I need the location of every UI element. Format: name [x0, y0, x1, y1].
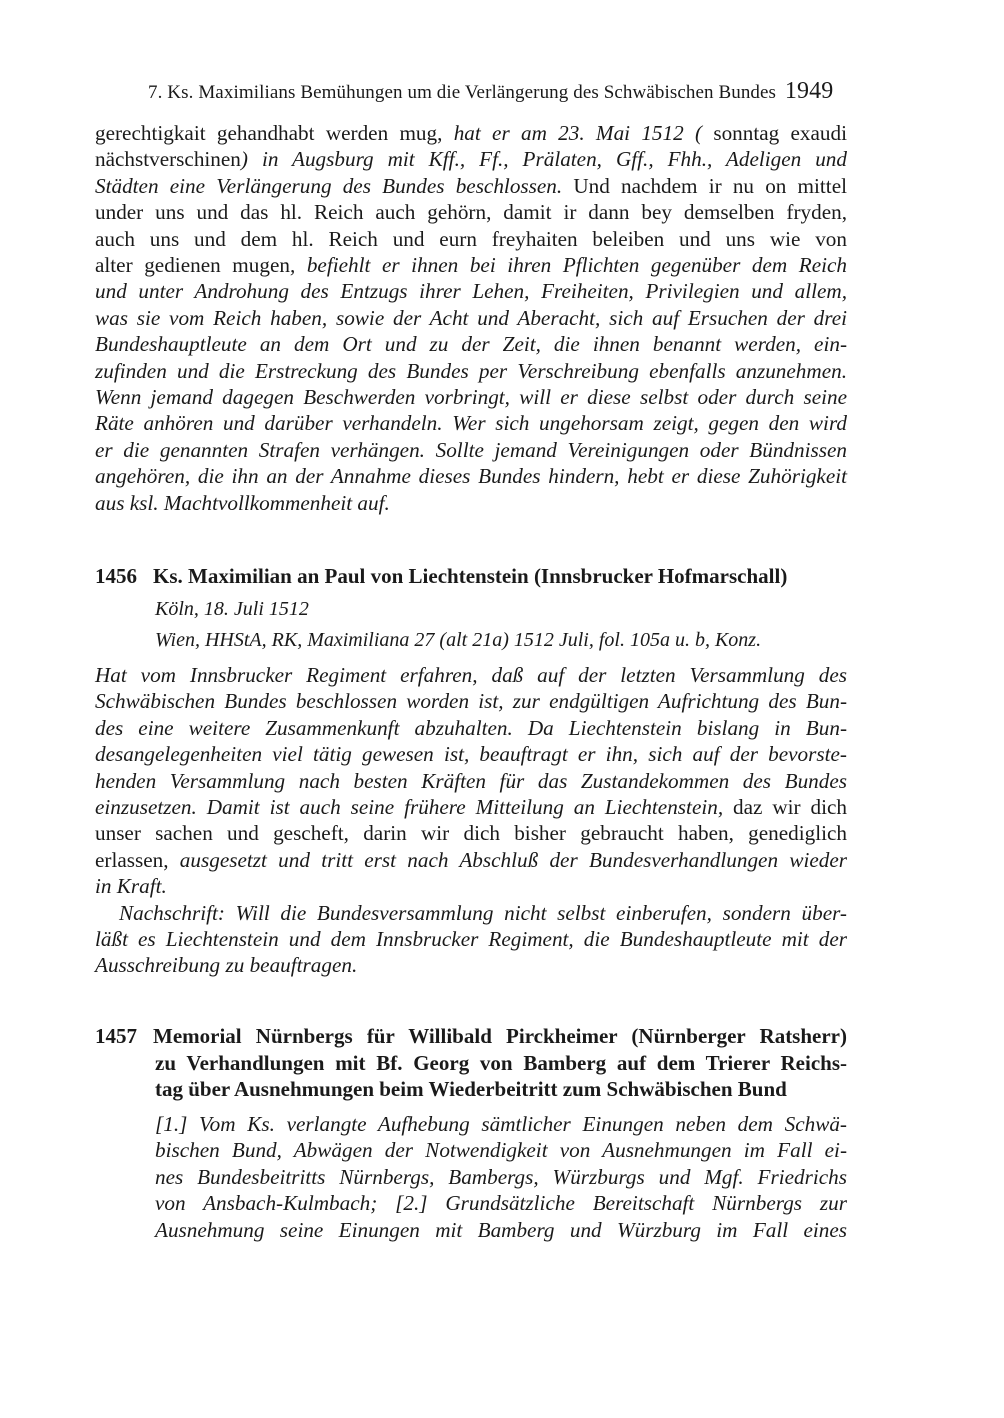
- text-line: und unter Androhung des Entzugs ihrer Lehen, Freiheiten, Privilegien und allem,: [95, 279, 847, 304]
- text-line: aus ksl. Machtvollkommenheit auf.: [95, 490, 390, 515]
- entry-title-line: Memorial Nürnbergs für Willibald Pirckheimer (Nürnberger Ratsherr): [153, 1024, 847, 1048]
- entry-1456-source: Wien, HHStA, RK, Maximiliana 27 (alt 21a) 1512 Juli, fol. 105a u. b, Konz.: [155, 629, 762, 651]
- text-line: zufinden und die Erstreckung des Bundes per Verschreibung ebenfalls anzunehmen.: [95, 358, 847, 383]
- text-line: desangelegenheiten viel tätig gewesen ist, beauftragt er ihn, sich auf der bevorste-: [95, 742, 847, 767]
- text-line: under uns und das hl. Reich auch gehörn, damit ir dann bey demselben fryden,: [95, 200, 847, 225]
- text-line: Räte anhören und darüber verhandeln. Wer sich ungehorsam zeigt, gegen den wird: [95, 411, 847, 436]
- entry-1457-heading: [95, 1023, 847, 1049]
- postscript-line: Nachschrift: Will die Bundesversammlung nicht selbst einberufen, sondern über-: [119, 900, 847, 925]
- text-line: henden Versammlung nach besten Kräften für das Zustandekommen des Bundes: [95, 768, 847, 793]
- entry-1456-place-date: Köln, 18. Juli 1512: [155, 598, 309, 620]
- summary-line: Ausnehmung seine Einungen mit Bamberg und Würzburg im Fall eines: [155, 1217, 847, 1242]
- text-line: Hat vom Innsbrucker Regiment erfahren, daß auf der letzten Versammlung des: [95, 663, 847, 687]
- page-number: 1949: [784, 78, 834, 104]
- text-line: unser sachen und gescheft, darin wir dich bisher gebraucht haben, genediglich: [95, 821, 847, 846]
- postscript-line: Ausschreibung zu beauftragen.: [95, 953, 358, 978]
- summary-line: bischen Bund, Abwägen der Notwendigkeit von Ausnehmungen im Fall ei-: [155, 1138, 847, 1163]
- summary-line: [1.] Vom Ks. verlangte Aufhebung sämtlicher Einungen neben dem Schwä-: [155, 1112, 847, 1136]
- text-line: er die genannten Strafen verhängen. Sollte jemand Vereinigungen oder Bündnissen: [95, 437, 847, 462]
- summary-line: nes Bundesbeitritts Nürnbergs, Bambergs, Würzburgs und Mgf. Friedrichs: [155, 1164, 847, 1189]
- text-line: des eine weitere Zusammenkunft abzuhalten. Da Liechtenstein bislang in Bun-: [95, 715, 847, 740]
- summary-line: von Ansbach-Kulmbach; [2.] Grundsätzliche Bereitschaft Nürnbergs zur: [155, 1191, 847, 1216]
- entry-1456-heading: [95, 563, 847, 589]
- entry-1456-body: [95, 662, 847, 979]
- running-head-title: 7. Ks. Maximilians Bemühungen um die Verlängerung des Schwäbischen Bundes: [148, 82, 777, 103]
- entry-number: 1456: [95, 564, 137, 588]
- text-line: angehören, die ihn an der Annahme dieses Bundes hindern, hebt er diese Zuhörigkeit: [95, 464, 847, 489]
- text-line: gerechtigkait gehandhabt werden mug, hat er am 23. Mai 1512 ( sonntag exaudi: [95, 121, 847, 145]
- continuation-paragraph: [95, 120, 847, 516]
- entry-title-line: zu Verhandlungen mit Bf. Georg von Bamberg auf dem Trierer Reichs-: [155, 1051, 847, 1075]
- text-line: auch uns und dem hl. Reich und eurn freyhaiten beleiben und uns wie von: [95, 226, 847, 251]
- text-line: einzusetzen. Damit ist auch seine frühere Mitteilung an Liechtenstein, daz wir dich: [95, 795, 847, 820]
- entry-title: Ks. Maximilian an Paul von Liechtenstein (Innsbrucker Hofmarschall): [153, 564, 788, 588]
- postscript-line: läßt es Liechtenstein und dem Innsbrucker Regiment, die Bundeshauptleute mit der: [95, 927, 847, 952]
- text-line: erlassen, ausgesetzt und tritt erst nach Abschluß der Bundesverhandlungen wieder: [95, 847, 847, 872]
- text-line: nächstverschinen) in Augsburg mit Kff., Ff., Prälaten, Gff., Fhh., Adeligen und: [95, 147, 847, 172]
- entry-1457-summary: [155, 1111, 847, 1243]
- text-line: alter gedienen mugen, befiehlt er ihnen bei ihren Pflichten gegenüber dem Reich: [95, 253, 848, 278]
- running-head: [148, 78, 846, 105]
- text-line: in Kraft.: [95, 874, 167, 899]
- entry-number: 1457: [95, 1024, 137, 1048]
- text-line: was sie vom Reich haben, sowie der Acht und Aberacht, sich auf Ersuchen der drei: [95, 305, 847, 330]
- text-line: Bundeshauptleute an dem Ort und zu der Zeit, die ihnen benannt werden, ein-: [95, 332, 847, 357]
- entry-1457-heading-cont: [155, 1050, 847, 1103]
- entry-title-line: tag über Ausnehmungen beim Wiederbeitritt zum Schwäbischen Bund: [155, 1077, 787, 1102]
- text-line: Städten eine Verlängerung des Bundes beschlossen. Und nachdem ir nu on mittel: [95, 173, 847, 198]
- text-line: Wenn jemand dagegen Beschwerden vorbringt, will er diese selbst oder durch seine: [95, 385, 847, 410]
- text-line: Schwäbischen Bundes beschlossen worden ist, zur endgültigen Aufrichtung des Bun-: [95, 689, 847, 714]
